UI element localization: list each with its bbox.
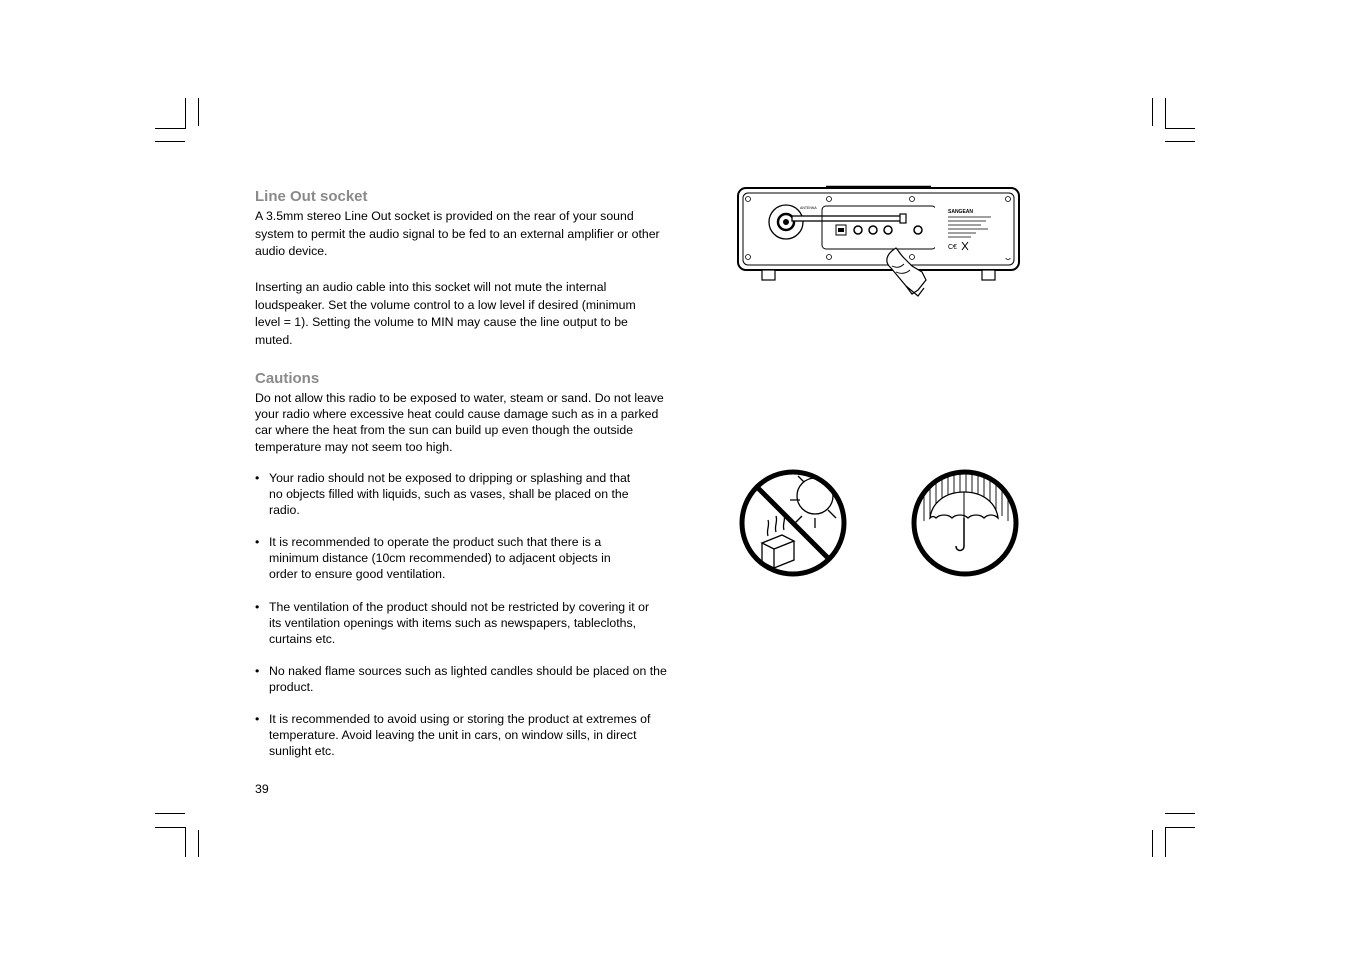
bullet-dot: • xyxy=(255,535,260,549)
caution-bullet-text: No naked flame sources such as lighted candles should be placed on the product. xyxy=(269,664,667,695)
svg-text:C€: C€ xyxy=(948,244,957,251)
crop-mark xyxy=(198,98,199,126)
caution-bullet xyxy=(255,663,669,695)
radio-rear-panel-icon xyxy=(736,184,1022,300)
line-out-paragraph-1: A 3.5mm stereo Line Out socket is provided on the rear of your sound system to permit the audio signal to be fed to an external amplifier or other audio device. xyxy=(255,209,660,259)
caution-bullet-text: It is recommended to avoid using or storing the product at extremes of temperature. Avoid leaving the unit in cars, on window sills, in direct sunlight etc. xyxy=(269,712,651,759)
crop-mark xyxy=(1165,128,1195,129)
brand-label: SANGEAN xyxy=(948,209,974,215)
section-title-cautions: Cautions xyxy=(255,370,320,387)
crop-mark xyxy=(1152,830,1153,857)
crop-mark xyxy=(1165,813,1195,814)
crop-mark xyxy=(155,813,185,814)
crop-mark xyxy=(198,830,199,857)
caution-bullet xyxy=(255,599,659,648)
caution-bullet xyxy=(255,711,664,760)
caution-bullet xyxy=(255,534,639,583)
line-out-paragraph-2: Inserting an audio cable into this socket will not mute the internal loudspeaker. Set the volume control to a low level if desired (minimum level = 1). Setting the volume to MIN may cause the line output to be muted. xyxy=(255,280,636,347)
cautions-intro: Do not allow this radio to be exposed to water, steam or sand. Do not leave your radio where excessive heat could cause damage such as in a parked car where the heat from the sun can build up even though the outside temperature may not seem too high. xyxy=(255,391,664,454)
crop-mark xyxy=(185,98,186,129)
caution-bullet xyxy=(255,470,639,519)
no-heat-sun-icon xyxy=(736,466,850,580)
crop-mark xyxy=(155,128,185,129)
bullet-dot: • xyxy=(255,664,260,678)
section-title-line-out: Line Out socket xyxy=(255,188,368,205)
crop-mark xyxy=(1165,98,1166,129)
bullet-dot: • xyxy=(255,712,260,726)
crop-mark xyxy=(185,827,186,857)
crop-mark xyxy=(1152,98,1153,126)
caution-bullet-text: Your radio should not be exposed to dripping or splashing and that no objects filled with liquids, such as vases, shall be placed on the radio. xyxy=(269,471,631,518)
crop-mark xyxy=(1165,827,1195,828)
caution-bullet-text: It is recommended to operate the product such that there is a minimum distance (10cm recommended) to adjacent objects in order to ensure good ventilation. xyxy=(269,535,611,582)
umbrella-rain-icon xyxy=(908,466,1022,580)
bullet-dot: • xyxy=(255,471,260,485)
crop-mark xyxy=(155,141,185,142)
antenna-label: ANTENNA xyxy=(800,206,817,210)
crop-mark xyxy=(155,827,185,828)
crop-mark xyxy=(1165,141,1195,142)
caution-bullet-text: The ventilation of the product should not be restricted by covering it or its ventilation openings with items such as newspapers, tablecloths, curtains etc. xyxy=(269,600,650,647)
page-number: 39 xyxy=(255,782,269,796)
crop-mark xyxy=(1165,827,1166,857)
bullet-dot: • xyxy=(255,600,260,614)
